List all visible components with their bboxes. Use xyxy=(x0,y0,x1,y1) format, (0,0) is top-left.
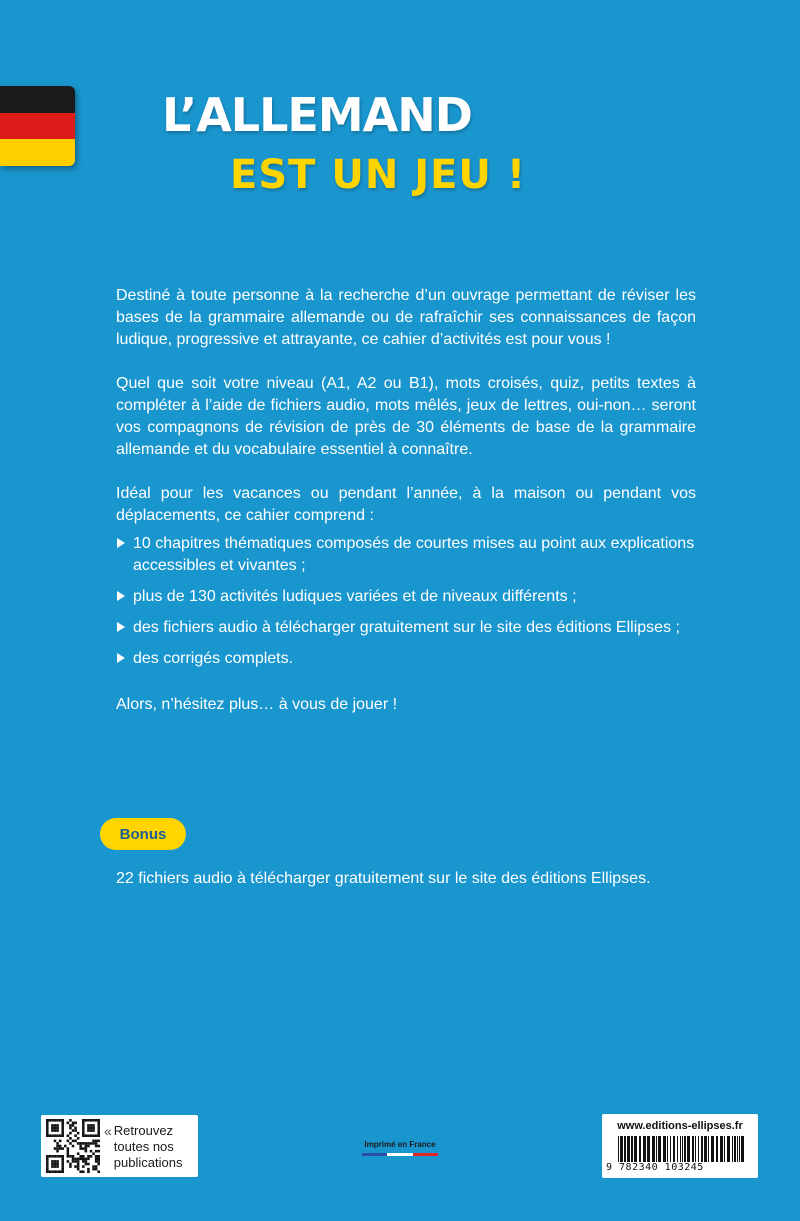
qr-module xyxy=(87,1127,90,1130)
qr-module xyxy=(49,1134,52,1137)
qr-module xyxy=(90,1155,93,1158)
qr-module xyxy=(54,1155,57,1158)
barcode-panel xyxy=(602,1114,758,1178)
qr-module xyxy=(56,1147,59,1150)
barcode-bar xyxy=(656,1136,657,1162)
bonus-text: 22 fichiers audio à télécharger gratuitement sur le site des éditions Ellipses. xyxy=(116,870,651,887)
barcode-bar xyxy=(634,1136,637,1162)
qr-module xyxy=(77,1158,80,1161)
qr-module xyxy=(61,1124,64,1127)
barcode-bar xyxy=(739,1136,740,1162)
qr-module xyxy=(46,1155,49,1158)
qr-module xyxy=(97,1124,100,1127)
qr-module xyxy=(46,1158,49,1161)
qr-module xyxy=(61,1163,64,1166)
qr-module xyxy=(56,1160,59,1163)
double-arrow-icon: « xyxy=(104,1123,112,1139)
qr-module xyxy=(87,1170,90,1173)
qr-module xyxy=(72,1160,75,1163)
qr-module xyxy=(97,1160,100,1163)
qr-module xyxy=(59,1155,62,1158)
qr-module xyxy=(82,1132,85,1135)
qr-module xyxy=(72,1122,75,1125)
qr-module xyxy=(95,1168,98,1171)
qr-module xyxy=(92,1129,95,1132)
isbn-number: 9 782340 103245 xyxy=(606,1162,704,1173)
qr-module xyxy=(61,1129,64,1132)
qr-module xyxy=(56,1127,59,1130)
qr-module xyxy=(46,1127,49,1130)
qr-module xyxy=(82,1170,85,1173)
qr-module xyxy=(74,1129,77,1132)
qr-module xyxy=(49,1155,52,1158)
qr-module xyxy=(69,1132,72,1135)
qr-module xyxy=(95,1119,98,1122)
qr-module xyxy=(82,1124,85,1127)
qr-module xyxy=(79,1170,82,1173)
qr-module xyxy=(61,1127,64,1130)
qr-module xyxy=(85,1150,88,1153)
qr-module xyxy=(87,1142,90,1145)
qr-code-panel[interactable] xyxy=(41,1115,198,1177)
barcode-bar xyxy=(631,1136,633,1162)
qr-module xyxy=(54,1170,57,1173)
closing-line: Alors, n’hésitez plus… à vous de jouer ! xyxy=(116,696,398,713)
qr-module xyxy=(46,1170,49,1173)
qr-module xyxy=(46,1124,49,1127)
qr-module xyxy=(79,1158,82,1161)
qr-module xyxy=(87,1119,90,1122)
qr-module xyxy=(69,1137,72,1140)
publisher-website[interactable]: www.editions-ellipses.fr xyxy=(617,1120,743,1132)
qr-module xyxy=(95,1160,98,1163)
stripe-red xyxy=(413,1153,438,1156)
qr-module xyxy=(56,1129,59,1132)
barcode-bar xyxy=(687,1136,690,1162)
qr-module xyxy=(67,1160,70,1163)
qr-module xyxy=(85,1160,88,1163)
barcode-bar xyxy=(716,1136,718,1162)
qr-module xyxy=(54,1129,57,1132)
qr-caption-line: publications xyxy=(113,1155,183,1170)
qr-module xyxy=(56,1134,59,1137)
qr-module xyxy=(72,1140,75,1143)
qr-module xyxy=(51,1124,54,1127)
qr-module xyxy=(46,1129,49,1132)
qr-module xyxy=(92,1119,95,1122)
qr-module xyxy=(79,1145,82,1148)
barcode-bar xyxy=(620,1136,623,1162)
qr-module xyxy=(77,1132,80,1135)
qr-module xyxy=(87,1158,90,1161)
qr-module xyxy=(61,1134,64,1137)
barcode-bar xyxy=(658,1136,661,1162)
qr-module xyxy=(77,1163,80,1166)
qr-module xyxy=(82,1122,85,1125)
qr-module xyxy=(72,1145,75,1148)
features-list xyxy=(116,533,696,670)
qr-module xyxy=(54,1163,57,1166)
barcode-bar xyxy=(698,1136,699,1162)
qr-module xyxy=(77,1168,80,1171)
qr-module xyxy=(56,1119,59,1122)
qr-module xyxy=(92,1140,95,1143)
qr-module xyxy=(51,1119,54,1122)
barcode-bar xyxy=(680,1136,681,1162)
qr-module xyxy=(97,1119,100,1122)
qr-module xyxy=(97,1145,100,1148)
qr-module xyxy=(69,1124,72,1127)
stripe-blue xyxy=(362,1153,387,1156)
qr-module xyxy=(82,1119,85,1122)
qr-module xyxy=(95,1145,98,1148)
barcode-bar xyxy=(667,1136,668,1162)
qr-module xyxy=(46,1163,49,1166)
qr-module xyxy=(97,1132,100,1135)
list-item-text: plus de 130 activités ludiques variées et de niveaux différents ; xyxy=(133,588,577,605)
flag-band-gold xyxy=(0,139,75,166)
qr-module xyxy=(74,1158,77,1161)
qr-module xyxy=(95,1150,98,1153)
paragraph-intro-2: Quel que soit votre niveau (A1, A2 ou B1), mots croisés, quiz, petits textes à compléter à l’aide de fichiers audio, mots mêlés, jeux de lettres, oui-non… seront vos compagnons de révision de près de 30 éléments de base de la grammaire allemande et du vocabulaire essentiel à connaître. xyxy=(116,375,696,458)
barcode-bar xyxy=(732,1136,733,1162)
qr-module xyxy=(67,1147,70,1150)
qr-module xyxy=(69,1127,72,1130)
qr-module xyxy=(82,1160,85,1163)
qr-module xyxy=(67,1134,70,1137)
barcode-bar xyxy=(652,1136,655,1162)
qr-module xyxy=(59,1170,62,1173)
qr-module xyxy=(92,1134,95,1137)
qr-module xyxy=(95,1158,98,1161)
qr-module xyxy=(74,1127,77,1130)
qr-module xyxy=(87,1129,90,1132)
qr-module xyxy=(87,1155,90,1158)
barcode-bar xyxy=(708,1136,709,1162)
qr-module xyxy=(85,1134,88,1137)
qr-module xyxy=(77,1152,80,1155)
qr-module xyxy=(54,1119,57,1122)
qr-module xyxy=(97,1170,100,1173)
qr-module xyxy=(46,1165,49,1168)
qr-module xyxy=(92,1152,95,1155)
qr-module xyxy=(97,1127,100,1130)
qr-module xyxy=(56,1155,59,1158)
qr-module xyxy=(61,1170,64,1173)
qr-module xyxy=(67,1150,70,1153)
stripe-white xyxy=(387,1153,412,1156)
qr-module xyxy=(97,1122,100,1125)
qr-module xyxy=(85,1145,88,1148)
qr-module xyxy=(69,1155,72,1158)
qr-module xyxy=(54,1160,57,1163)
triangle-bullet-icon xyxy=(117,653,125,663)
qr-module xyxy=(90,1142,93,1145)
qr-module xyxy=(61,1160,64,1163)
barcode-bar xyxy=(724,1136,725,1162)
barcode-bar xyxy=(663,1136,666,1162)
qr-module xyxy=(97,1155,100,1158)
qr-module xyxy=(97,1129,100,1132)
qr-module xyxy=(82,1158,85,1161)
qr-module xyxy=(77,1142,80,1145)
qr-module xyxy=(90,1124,93,1127)
qr-module xyxy=(82,1142,85,1145)
qr-module xyxy=(90,1129,93,1132)
qr-module xyxy=(82,1155,85,1158)
title-line-1: L’ALLEMAND xyxy=(162,88,472,142)
qr-module xyxy=(51,1134,54,1137)
title-line-2: EST UN JEU ! xyxy=(230,152,527,198)
qr-module xyxy=(95,1155,98,1158)
barcode-bar xyxy=(741,1136,744,1162)
qr-module xyxy=(97,1150,100,1153)
german-flag xyxy=(0,86,75,166)
qr-module xyxy=(72,1158,75,1161)
qr-module xyxy=(90,1127,93,1130)
barcode-icon xyxy=(618,1136,744,1162)
flag-band-black xyxy=(0,86,75,113)
qr-module xyxy=(51,1129,54,1132)
qr-module xyxy=(51,1163,54,1166)
qr-module xyxy=(74,1165,77,1168)
list-item-text: 10 chapitres thématiques composés de courtes mises au point aux explications accessibles et vivantes ; xyxy=(133,535,695,574)
qr-module xyxy=(61,1119,64,1122)
qr-module xyxy=(74,1140,77,1143)
barcode-bar xyxy=(692,1136,694,1162)
qr-module xyxy=(82,1129,85,1132)
qr-module xyxy=(95,1165,98,1168)
qr-module xyxy=(92,1127,95,1130)
barcode-bar xyxy=(618,1136,619,1162)
qr-module xyxy=(69,1119,72,1122)
qr-module xyxy=(77,1137,80,1140)
qr-module xyxy=(97,1134,100,1137)
qr-module xyxy=(97,1158,100,1161)
qr-module xyxy=(72,1124,75,1127)
qr-module xyxy=(82,1134,85,1137)
qr-module xyxy=(49,1119,52,1122)
qr-module xyxy=(87,1168,90,1171)
qr-module xyxy=(90,1134,93,1137)
qr-module xyxy=(85,1119,88,1122)
barcode-bar xyxy=(720,1136,723,1162)
qr-module xyxy=(74,1122,77,1125)
barcode-bar xyxy=(682,1136,683,1162)
qr-module xyxy=(82,1147,85,1150)
qr-module xyxy=(54,1134,57,1137)
qr-module xyxy=(67,1152,70,1155)
qr-module xyxy=(69,1165,72,1168)
qr-module xyxy=(87,1163,90,1166)
barcode-bar xyxy=(647,1136,650,1162)
list-item xyxy=(116,586,696,608)
qr-module xyxy=(59,1140,62,1143)
qr-module xyxy=(90,1150,93,1153)
barcode-bar xyxy=(701,1136,703,1162)
barcode-bar xyxy=(737,1136,738,1162)
list-item-text: des fichiers audio à télécharger gratuitement sur le site des éditions Ellipses ; xyxy=(133,619,680,636)
qr-module xyxy=(67,1155,70,1158)
qr-module xyxy=(85,1163,88,1166)
qr-module xyxy=(51,1170,54,1173)
qr-code-icon[interactable] xyxy=(46,1119,100,1173)
qr-module xyxy=(59,1119,62,1122)
qr-module xyxy=(82,1127,85,1130)
qr-module xyxy=(87,1134,90,1137)
qr-module xyxy=(61,1165,64,1168)
qr-module xyxy=(87,1124,90,1127)
qr-module xyxy=(56,1163,59,1166)
back-cover-description xyxy=(116,285,696,738)
qr-module xyxy=(54,1127,57,1130)
qr-module xyxy=(56,1145,59,1148)
barcode-bar xyxy=(624,1136,626,1162)
barcode-bar xyxy=(677,1136,678,1162)
barcode-bar xyxy=(670,1136,671,1162)
qr-module xyxy=(92,1168,95,1171)
qr-module xyxy=(77,1165,80,1168)
qr-module xyxy=(61,1168,64,1171)
barcode-bar xyxy=(684,1136,686,1162)
qr-module xyxy=(61,1155,64,1158)
qr-module xyxy=(72,1129,75,1132)
qr-module xyxy=(59,1134,62,1137)
triangle-bullet-icon xyxy=(117,622,125,632)
qr-module xyxy=(51,1160,54,1163)
qr-module xyxy=(82,1165,85,1168)
barcode-bar xyxy=(704,1136,707,1162)
qr-module xyxy=(49,1170,52,1173)
qr-module xyxy=(97,1163,100,1166)
qr-module xyxy=(92,1142,95,1145)
qr-module xyxy=(85,1147,88,1150)
barcode-bar xyxy=(734,1136,736,1162)
qr-module xyxy=(46,1119,49,1122)
barcode-bar xyxy=(727,1136,730,1162)
qr-module xyxy=(79,1155,82,1158)
qr-module xyxy=(54,1165,57,1168)
french-flag-stripe-icon xyxy=(362,1153,438,1156)
qr-module xyxy=(87,1145,90,1148)
qr-module xyxy=(61,1122,64,1125)
qr-caption xyxy=(114,1123,183,1171)
qr-module xyxy=(69,1142,72,1145)
qr-module xyxy=(46,1160,49,1163)
qr-module xyxy=(59,1145,62,1148)
qr-module xyxy=(97,1140,100,1143)
qr-module xyxy=(46,1122,49,1125)
qr-module xyxy=(56,1150,59,1153)
made-in-france-label xyxy=(362,1140,438,1156)
qr-module xyxy=(72,1155,75,1158)
triangle-bullet-icon xyxy=(117,538,125,548)
qr-module xyxy=(61,1132,64,1135)
qr-module xyxy=(95,1140,98,1143)
qr-module xyxy=(77,1160,80,1163)
qr-module xyxy=(90,1119,93,1122)
made-in-text: Imprimé en France xyxy=(364,1140,436,1149)
qr-module xyxy=(59,1147,62,1150)
qr-module xyxy=(79,1142,82,1145)
qr-module xyxy=(51,1127,54,1130)
barcode-bar xyxy=(627,1136,630,1162)
qr-module xyxy=(92,1124,95,1127)
barcode-bar xyxy=(639,1136,641,1162)
qr-module xyxy=(74,1134,77,1137)
list-item xyxy=(116,648,696,670)
flag-band-red xyxy=(0,113,75,140)
qr-module xyxy=(46,1132,49,1135)
barcode-bar xyxy=(643,1136,646,1162)
triangle-bullet-icon xyxy=(117,591,125,601)
qr-module xyxy=(69,1163,72,1166)
qr-module xyxy=(67,1122,70,1125)
list-item-text: des corrigés complets. xyxy=(133,650,294,667)
qr-module xyxy=(54,1140,57,1143)
qr-caption-line: Retrouvez xyxy=(113,1123,174,1138)
qr-module xyxy=(85,1142,88,1145)
qr-module xyxy=(56,1124,59,1127)
qr-module xyxy=(74,1160,77,1163)
qr-caption-line: toutes nos xyxy=(113,1139,174,1154)
paragraph-intro-1: Destiné à toute personne à la recherche d’un ouvrage permettant de réviser les bases de la grammaire allemande ou de rafraîchir ses connaissances de façon ludique, progressive et attrayante, ce cahier d’activités est pour vous ! xyxy=(116,287,696,348)
qr-module xyxy=(46,1134,49,1137)
qr-module xyxy=(51,1165,54,1168)
qr-module xyxy=(61,1147,64,1150)
qr-module xyxy=(95,1134,98,1137)
list-item xyxy=(116,617,696,639)
paragraph-intro-3: Idéal pour les vacances ou pendant l’année, à la maison ou pendant vos déplacements, ce cahier comprend : xyxy=(116,485,696,524)
qr-module xyxy=(79,1147,82,1150)
bonus-badge: Bonus xyxy=(100,818,186,850)
qr-module xyxy=(54,1124,57,1127)
barcode-bar xyxy=(673,1136,675,1162)
qr-module xyxy=(95,1142,98,1145)
qr-module xyxy=(56,1142,59,1145)
barcode-bar xyxy=(711,1136,714,1162)
barcode-bar xyxy=(695,1136,696,1162)
qr-module xyxy=(54,1147,57,1150)
qr-module xyxy=(56,1170,59,1173)
qr-module xyxy=(61,1158,64,1161)
qr-module xyxy=(67,1140,70,1143)
list-item xyxy=(116,533,696,577)
qr-module xyxy=(51,1155,54,1158)
qr-module xyxy=(56,1165,59,1168)
qr-module xyxy=(46,1168,49,1171)
qr-module xyxy=(92,1165,95,1168)
qr-module xyxy=(85,1158,88,1161)
qr-module xyxy=(64,1145,67,1148)
